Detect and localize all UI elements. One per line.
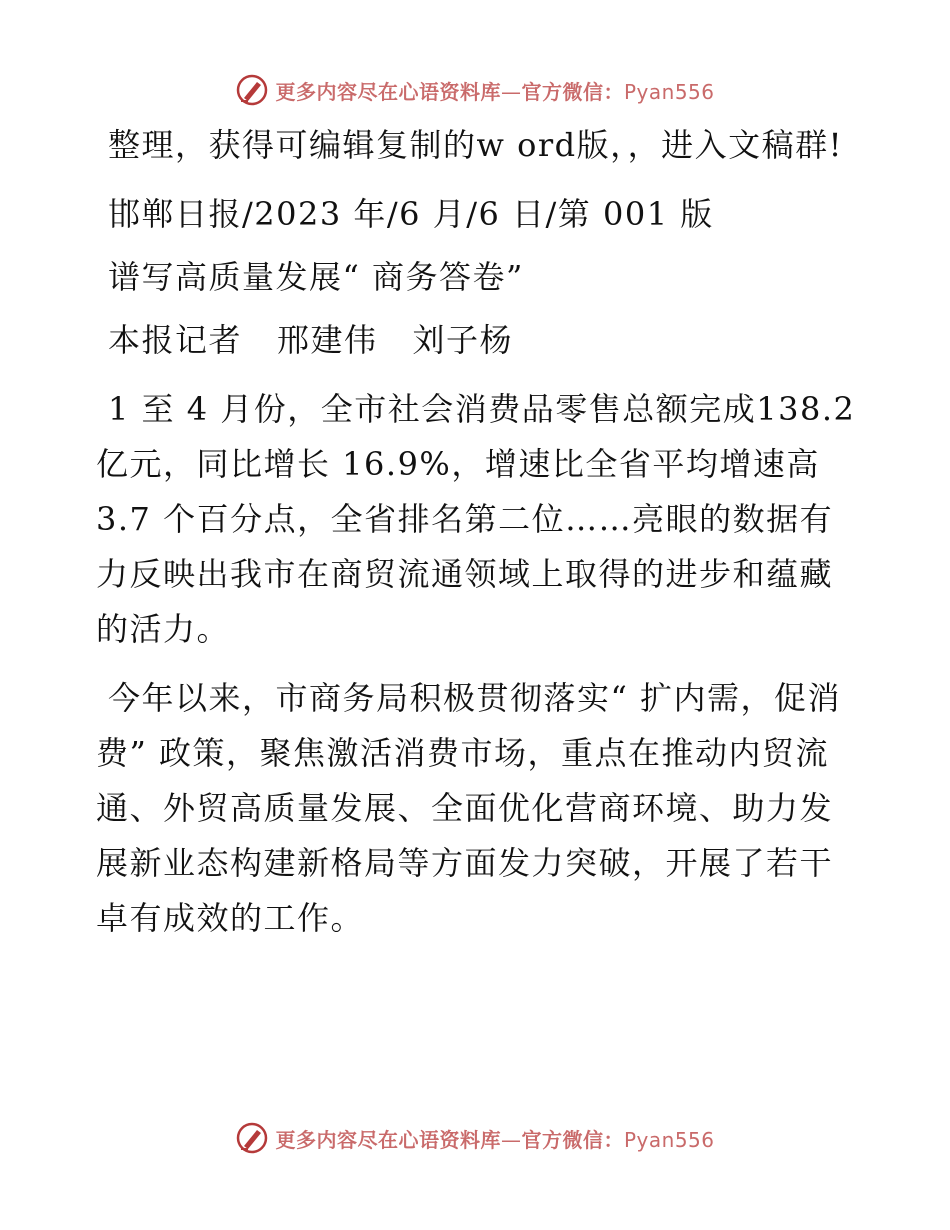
banner-dash: — <box>500 79 522 104</box>
banner-suffix: 官方微信： <box>521 79 624 104</box>
document-body <box>96 118 868 946</box>
headline: 谱写高质量发展“ 商务答卷” <box>108 258 524 296</box>
pen-logo-icon <box>235 73 269 107</box>
banner-suffix: 官方微信： <box>521 1127 624 1152</box>
banner-dash: — <box>500 1127 522 1152</box>
banner-wechat-id: Pyan556 <box>623 1127 715 1152</box>
banner-wechat-id: Pyan556 <box>623 79 715 104</box>
pen-logo-icon <box>235 1121 269 1155</box>
byline: 本报记者 邢建伟 刘子杨 <box>108 321 514 359</box>
header-watermark-banner <box>0 70 950 110</box>
footer-watermark-banner <box>0 1118 950 1158</box>
banner-text <box>275 1124 714 1153</box>
banner-prefix: 更多内容尽在心语资料库 <box>275 1127 501 1152</box>
banner-text <box>275 76 714 105</box>
paragraph: 1 至 4 月份，全市社会消费品零售总额完成138.2 亿元，同比增长 16.9%，增速比全省平均增速高 3.7 个百分点，全省排名第二位……亮眼的数据有力反映出我市在商贸流通领域上取得的进步和蕴藏的活力。 <box>96 390 868 648</box>
source-line: 邯郸日报/2023 年/6 月/6 日/第 001 版 <box>108 195 714 233</box>
paragraph: 今年以来，市商务局积极贯彻落实“ 扩内需，促消费” 政策，聚焦激活消费市场，重点在推动内贸流通、外贸高质量发展、全面优化营商环境、助力发展新业态构建新格局等方面发力突破，开展了若干卓有成效的工作。 <box>96 679 842 937</box>
banner-prefix: 更多内容尽在心语资料库 <box>275 79 501 104</box>
intro-text: 整理，获得可编辑复制的w ord版，，进入文稿群! <box>108 126 843 164</box>
